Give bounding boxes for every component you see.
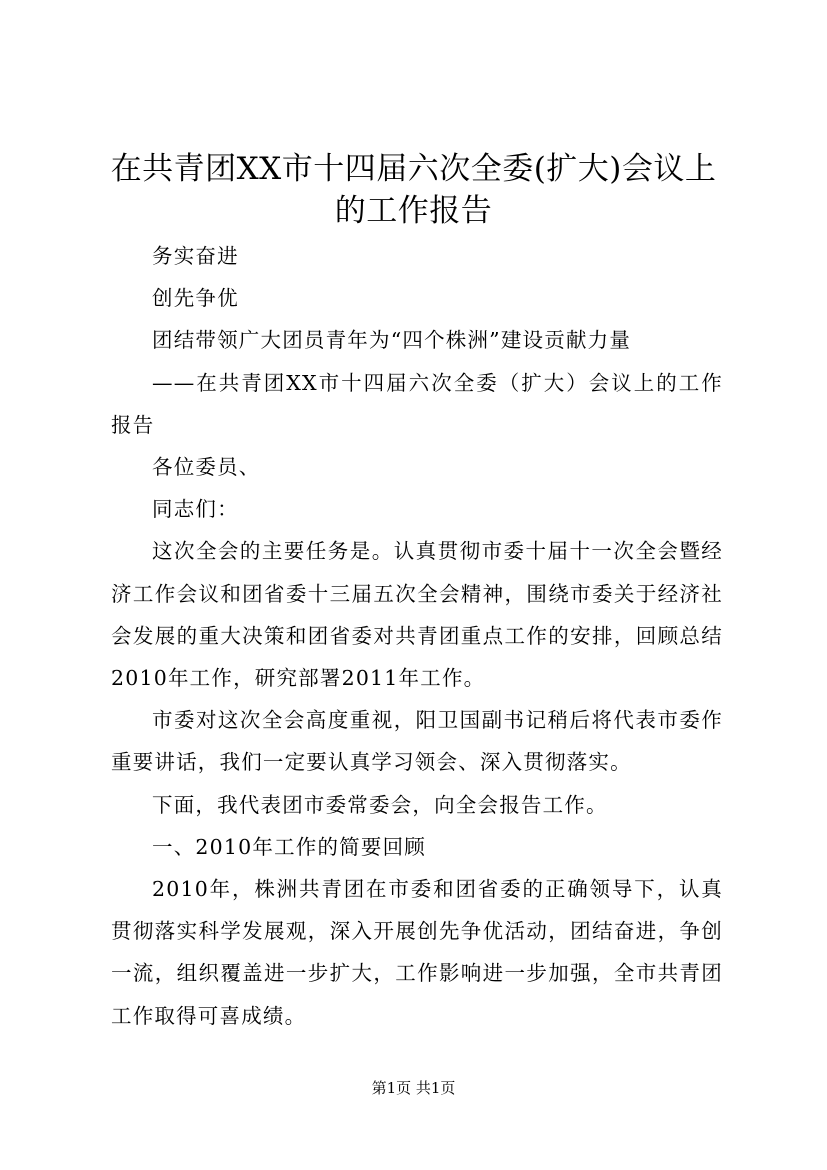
paragraph: 务实奋进 xyxy=(152,244,239,268)
paragraph: 同志们： xyxy=(152,497,239,522)
paragraph: 团结带领广大团员青年为“四个株洲”建设贡献力量 xyxy=(152,328,632,353)
paragraph: 各位委员、 xyxy=(152,455,261,480)
section-heading: 一、2010年工作的简要回顾 xyxy=(152,834,426,859)
paragraph: 创先争优 xyxy=(152,286,239,311)
paragraph: 市委对这次全会高度重视，阳卫国副书记稍后将代表市委作重要讲话，我们一定要认真学习领会、深入贯彻落实。 xyxy=(111,708,723,775)
paragraph: ——在共青团XX市十四届六次全委（扩大）会议上的工作报告 xyxy=(111,370,723,437)
paragraph: 这次全会的主要任务是。认真贯彻市委十届十一次全会暨经济工作会议和团省委十三届五次全会精神，围绕市委关于经济社会发展的重大决策和团省委对共青团重点工作的安排，回顾总结2010年工作，研究部署2011年工作。 xyxy=(111,539,723,691)
document-body xyxy=(111,235,723,1037)
document-title: 在共青团XX市十四届六次全委(扩大)会议上的工作报告 xyxy=(110,151,717,229)
paragraph: 下面，我代表团市委常委会，向全会报告工作。 xyxy=(152,792,608,817)
page-footer: 第1页 共1页 xyxy=(371,1079,456,1097)
paragraph: 2010年，株洲共青团在市委和团省委的正确领导下，认真贯彻落实科学发展观，深入开展创先争优活动，团结奋进，争创一流，组织覆盖进一步扩大，工作影响进一步加强，全市共青团工作取得可喜成绩。 xyxy=(111,877,723,1028)
